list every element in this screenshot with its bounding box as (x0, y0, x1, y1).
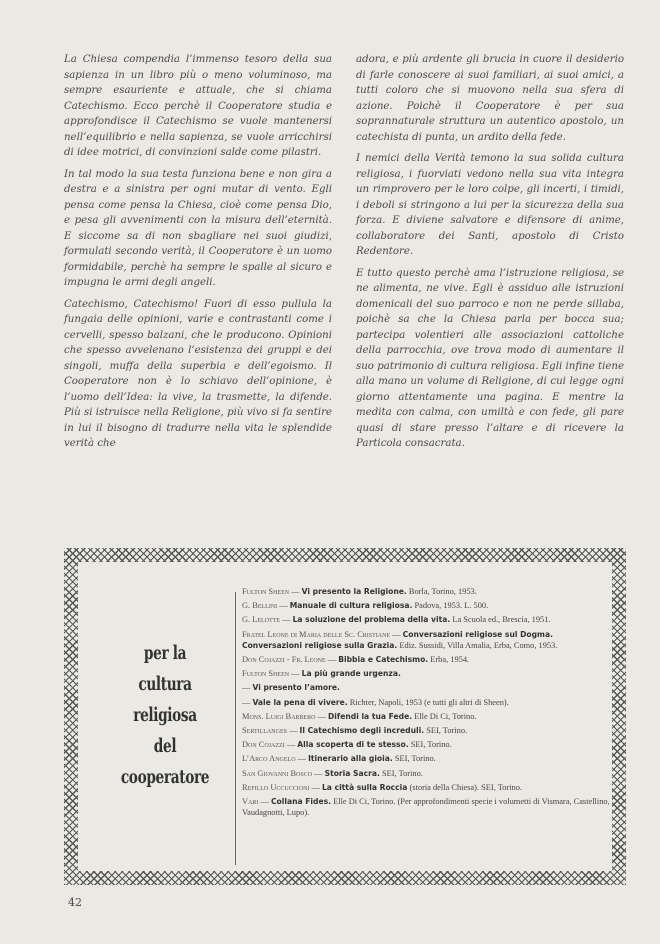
book-entry (242, 782, 612, 793)
book-sep: — (312, 768, 325, 778)
book-author: G. Bellini (242, 601, 278, 611)
book-entry (242, 753, 612, 764)
book-author: Refillo Uccuccioni (242, 782, 310, 792)
book-author: San Giovanni Bosco (242, 768, 313, 778)
book-title: Alla scoperta di te stesso. (297, 740, 409, 750)
book-sep: — (280, 615, 293, 625)
paragraph: Catechismo, Catechismo! Fuori di esso pullula la fungaia delle opinioni, varie e contrastanti come i cervelli, spesso balzani, che le producono. Opinioni che spesso avvelenano l’esistenza dei gruppi e dei singoli, muffa della superbia e dell’egoismo. Il Cooperatore non è lo schiavo dell’opinione, è l’uomo dell’Idea: la vive, la trasmette, la difende. Più si istruisce nella Religione, più vivo si fa sentire in lui il bisogno di tradurre nella vita le splendide verità che (64, 298, 332, 449)
book-sep: — (258, 797, 271, 807)
paragraph: adora, e più ardente gli brucia in cuore il desiderio di farle conoscere ai suoi familiari, ai suoi amici, a tutti coloro che si muovono nella sua sfera di azione. Poichè il Cooperatore è per sua soprannaturale struttura un autentico apostolo, un catechista di punta, un ardito della fede. (356, 54, 624, 143)
book-entry (242, 600, 612, 611)
book-author: Sertillanges (242, 726, 287, 736)
reading-list-title (111, 638, 219, 793)
book-entry (242, 629, 612, 651)
book-author: L’Arco Angelo (242, 754, 296, 764)
book-title: Difendi la tua Fede. (328, 711, 413, 721)
book-entry (242, 711, 612, 722)
book-author: Fulton Sheen (242, 669, 290, 679)
book-details: SEI, Torino. (408, 740, 452, 750)
book-details: (storia della Chiesa). SEI, Torino. (407, 782, 523, 792)
book-details: Elle Di Ci, Torino. (412, 711, 477, 721)
right-column (356, 52, 624, 458)
divider-line (235, 592, 236, 865)
book-entry (242, 739, 612, 750)
title-line: del (153, 735, 177, 757)
book-title: Storia Sacra. (324, 768, 380, 778)
book-entry (242, 654, 612, 665)
book-title: Vi presento l’amore. (252, 683, 340, 693)
paragraph: La Chiesa compendia l’immenso tesoro della sua sapienza in un libro più o meno voluminoso, ma sempre esauriente e attuale, che si chiama Catechismo. Ecco perchè il Cooperatore studia e approfondisce il Catechismo se vuole mantenersi nell’equilibrio e nella sapienza, se vuole arricchirsi di idee motrici, di convinzioni salde come pilastri. (64, 54, 332, 158)
book-details: Elle Di Ci, Torino. (Per approfondimenti specie i volumetti di Vismara, Castellino, Vaudagnotti, Lupo). (242, 797, 610, 818)
book-details: Ediz. Sussidi, Villa Amalia, Erba, Como, 1953. (397, 640, 558, 650)
book-sep: — (242, 683, 253, 693)
book-entry (242, 697, 612, 708)
book-details: Erba, 1954. (428, 655, 470, 665)
book-entry (242, 768, 612, 779)
book-sep: — (309, 782, 322, 792)
book-sep: — (242, 697, 253, 707)
book-author: Don Cojazzi - Fr. Leone (242, 655, 326, 665)
book-title: Bibbia e Catechismo. (338, 655, 429, 665)
book-sep: — (277, 601, 290, 611)
book-sep: — (289, 587, 302, 596)
book-title: Itinerario alla gioia. (308, 754, 393, 764)
book-author: G. Lelotte (242, 615, 281, 625)
book-title: La città sulla Roccia (321, 782, 408, 792)
book-title: Manuale di cultura religiosa. (289, 601, 413, 611)
book-title: Collana Fides. (270, 797, 332, 807)
paragraph: E tutto questo perchè ama l’istruzione religiosa, se ne alimenta, ne vive. Egli è assiduo alle istruzioni domenicali del suo parroco e non ne perde sillaba, poichè sa che la Chiesa parla per bocca sua; partecipa volentieri alle associazioni cattoliche della parrocchia, ove trova modo di aumentare il suo patrimonio di cultura religiosa. Egli infine tiene alla mano un volume di Religione, di cui legge ogni giorno attentamente una pagina. E mentre la medita con calma, con umiltà e con fede, gli pare quasi di stare presso l’altare e di ricevere la Particola consacrata. (356, 267, 624, 449)
page-number: 42 (68, 896, 82, 909)
book-author: Fratel Leone di Maria delle Sc. Cristiane (242, 629, 391, 639)
book-list (242, 586, 612, 821)
book-author: Mons. Luigi Barbero (242, 711, 316, 721)
paragraph: I nemici della Verità temono la sua solida cultura religiosa, i fuorviati vedono nella sua vita integra un rimprovero per le loro colpe, gli incerti, i timidi, i deboli si stringono a lui per la sicurezza della sua forza. E diviene salvatore e difensore di anime, collaboratore dei Santi, apostolo di Cristo Redentore. (356, 153, 624, 257)
paragraph: In tal modo la sua testa funziona bene e non gira a destra e a sinistra per ogni mutar di vento. Egli pensa come pensa la Chiesa, cioè come pensa Dio, e pesa gli avvenimenti con la misura dell’eternità. E siccome sa di non sbagliare nei suoi giudizi, formulati secondo verità, il Cooperatore è un uomo formidabile, perchè ha sempre le spalle al sicuro e impugna le armi degli angeli. (64, 168, 332, 288)
book-sep: — (325, 655, 339, 665)
book-title: La più grande urgenza. (301, 669, 401, 679)
book-sep: — (315, 711, 328, 721)
book-sep: — (284, 740, 298, 750)
reading-list-box (64, 548, 626, 885)
book-sep: — (289, 669, 302, 679)
book-entry (242, 796, 612, 818)
book-entry (242, 725, 612, 736)
book-details: SEI, Torino. (424, 726, 468, 736)
book-title: Il Catechismo degli increduli. (299, 726, 425, 736)
book-title: La soluzione del problema della vita. (292, 615, 451, 625)
title-line: cooperatore (120, 766, 210, 788)
book-entry (242, 586, 612, 597)
article-text (64, 52, 624, 458)
book-details: La Scuola ed., Brescia, 1951. (450, 615, 551, 625)
title-line: cultura religiosa (133, 673, 197, 726)
title-line: per la (143, 642, 187, 664)
book-author: Don Cojazzi (242, 740, 285, 750)
book-sep: — (286, 726, 300, 736)
left-column (64, 52, 332, 458)
book-entry (242, 668, 612, 679)
book-details: SEI, Torino. (379, 768, 423, 778)
book-title: Vale la pena di vivere. (252, 697, 348, 707)
book-sep: — (390, 629, 403, 639)
book-details: Richter, Napoli, 1953 (e tutti gli altri di Sheen). (347, 697, 509, 707)
book-author: Fulton Sheen (242, 587, 290, 596)
book-title: Conversazioni religiose sul Dogma. Conversazioni religiose sulla Grazia. (242, 629, 553, 650)
book-entry (242, 614, 612, 625)
book-details: Borla, Torino, 1953. (406, 587, 477, 596)
book-entry (242, 682, 612, 693)
book-details: SEI, Torino. (392, 754, 436, 764)
book-details: Padova, 1953. L. 500. (412, 601, 489, 611)
book-sep: — (295, 754, 309, 764)
book-author: Vari (242, 797, 259, 807)
book-title: Vi presento la Religione. (301, 587, 407, 596)
